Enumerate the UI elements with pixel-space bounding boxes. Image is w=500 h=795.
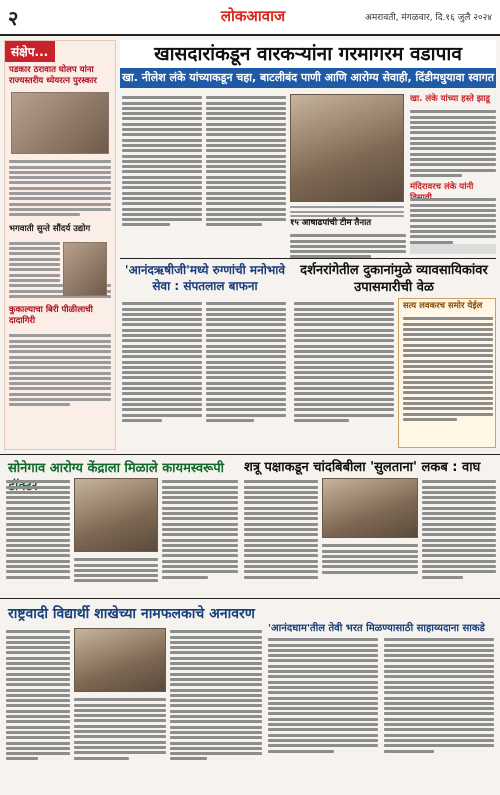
anandadham-col-1	[268, 636, 378, 755]
main-headline: खासदारांकडून वारकऱ्यांना गरमागरम वडापाव	[120, 40, 496, 68]
sultana-photo	[322, 478, 418, 538]
spacer	[410, 244, 496, 254]
section-rule-3	[0, 598, 500, 599]
side-box-1-headline: खा. लंके यांच्या हस्ते झाडू	[410, 94, 490, 104]
dateline: अमरावती, मंगळवार, दि.१६ जुलै २०२४	[364, 13, 492, 23]
side-box-3-body	[290, 232, 406, 261]
rashtravadi-col-2	[74, 696, 166, 762]
side-box-3-headline: १५ आषाढपांची टीम तैनात	[290, 218, 372, 228]
page-number: २	[8, 6, 19, 30]
main-story-col-1	[122, 94, 202, 229]
darshan-side-box	[398, 298, 496, 448]
rashtravadi-photo	[74, 628, 166, 692]
darshan-headline: दर्शनरांगेतील दुकानांमुळे व्यावसायिकांवर उपासमारीची वेळ	[300, 263, 488, 295]
brief-headline-2: भगवाती सुन्ते सौंदर्य उद्योग	[9, 223, 91, 234]
sultana-col-3	[422, 478, 496, 581]
rashtravadi-headline: राष्ट्रवादी विद्यार्थी शाखेच्या नामफलकाचे अनावरण	[8, 606, 255, 622]
sonegaon-col-2	[74, 556, 158, 585]
side-box-2-body	[410, 196, 496, 246]
darshan-box-body	[403, 315, 493, 423]
sultana-col-2	[322, 542, 418, 576]
rashtravadi-col-3	[170, 628, 262, 763]
newspaper-logo: लोकआवाज	[220, 7, 286, 25]
anandrishi-headline: 'आनंदऋषीजी'मध्ये रुग्णांची मनोभावे सेवा : संपतलाल बाफना	[124, 263, 286, 293]
sonegaon-headline: सोनेगाव आरोग्य केंद्राला मिळाले कायमस्वरूपी	[8, 461, 224, 476]
brief-body-1	[5, 156, 115, 221]
brief-body-2	[5, 238, 115, 303]
main-story-photo	[290, 94, 404, 202]
section-rule-2	[0, 454, 500, 455]
brief-headline-3: कुकाल्याचा बिरी पीळीलाची दादागिरी	[9, 305, 93, 327]
main-subheadline: खा. नीलेश लंके यांच्याकडून चहा, बाटलीबंद पाणी आणि आरोग्य सेवाही, दिंडीमधुयावा स्वागत	[120, 68, 496, 88]
side-box-1-body	[410, 108, 496, 179]
brief-photo-1	[11, 92, 109, 154]
side-box-2-headline: मंदिरावरच लंके यांनी	[410, 182, 474, 192]
brief-photo-2	[63, 242, 107, 296]
section-rule-1	[120, 258, 496, 259]
anandadham-col-2	[384, 636, 494, 755]
brief-tag: संक्षेप...	[5, 41, 55, 62]
sonegaon-col-3	[162, 478, 238, 581]
sonegaon-photo	[74, 478, 158, 552]
rashtravadi-col-1	[6, 628, 70, 763]
brief-column	[4, 40, 116, 450]
sonegaon-col-1	[6, 478, 70, 581]
brief-headline-1: पडकार ठरावात घोलप यांना राज्यस्तरीय ध्येयरत्न पुरस्कार	[9, 65, 97, 86]
sultana-col-1	[244, 478, 318, 581]
anandadham-headline: 'आनंदधाम'तील तेवी भरत मिळण्यासाठी साहाय्यदाना साकडे	[268, 623, 485, 634]
sultana-headline: शत्रू पक्षाकडून चांदबिबीला 'सुलताना' लकब : वाघ	[244, 460, 481, 475]
brief-body-3	[5, 330, 115, 410]
main-story-col-2	[206, 94, 286, 229]
anandrishi-col-2	[206, 300, 286, 424]
darshan-box-headline: सत्य लवकरच समोर येईल	[403, 301, 483, 311]
masthead	[0, 0, 500, 36]
anandrishi-col-1	[122, 300, 202, 424]
darshan-col-1	[294, 300, 394, 424]
